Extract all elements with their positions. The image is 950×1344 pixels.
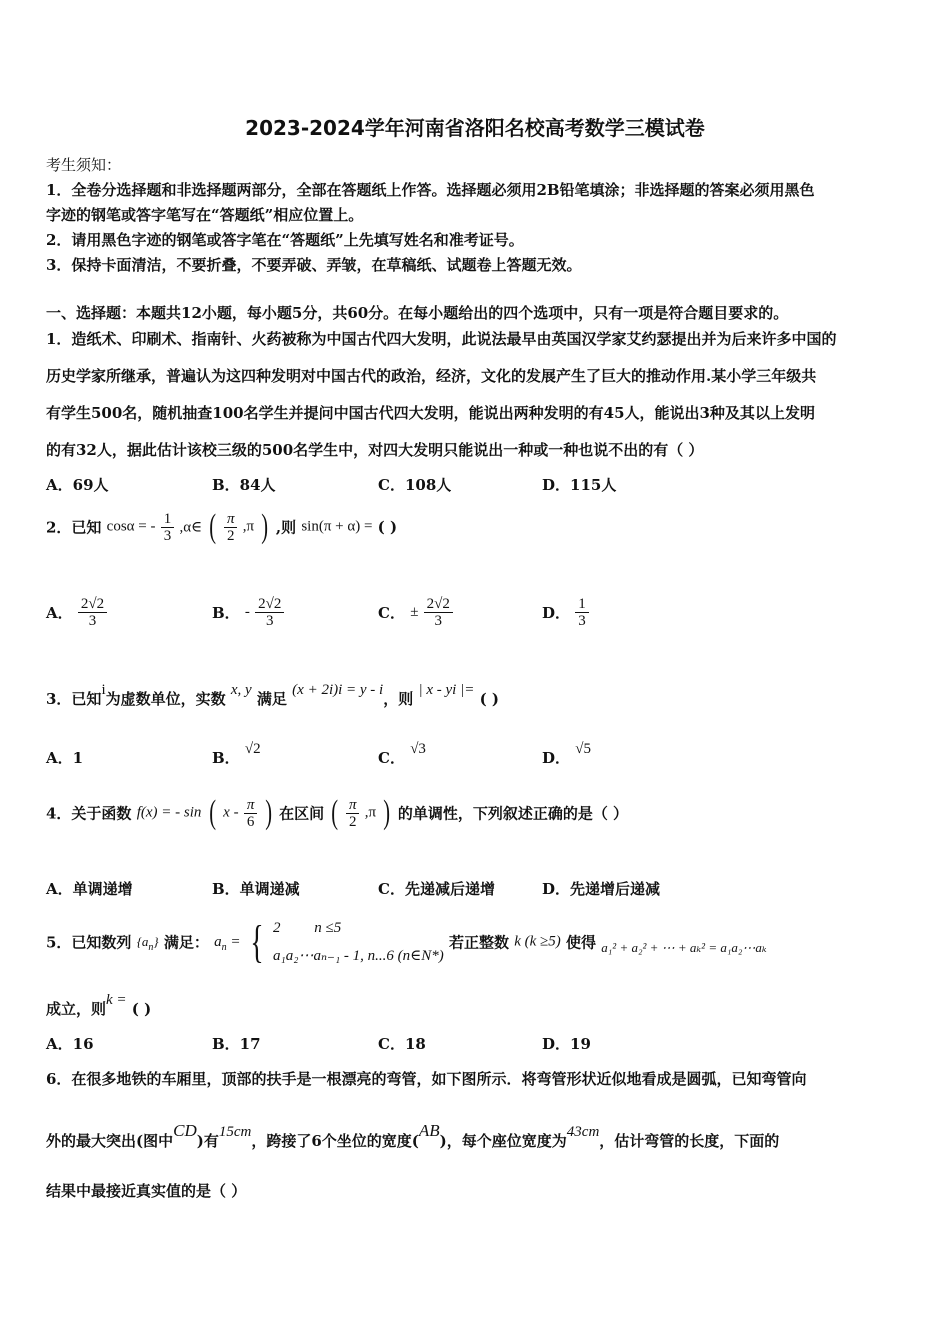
q2-a-frac: [78, 596, 107, 629]
q3-xy: x, y: [230, 682, 252, 698]
option-label: D．: [542, 749, 571, 767]
q5-text-1: 满足：: [163, 933, 209, 952]
q5-case-1: 2 n ≤5: [273, 920, 342, 936]
sign: ±: [410, 604, 419, 620]
q4-left-paren: (: [208, 794, 216, 831]
q5-text-4: 成立，则: [46, 1000, 107, 1018]
option-value: √5: [575, 741, 591, 757]
q1-line-2: 历史学家所继承，普遍认为这四种发明对中国古代的政治，经济，文化的发展产生了巨大的推动作用.某小学三年级共: [46, 367, 817, 385]
q3-option-b: [212, 741, 261, 768]
q2-sin: sin(π + α) =: [301, 518, 373, 535]
frac-den: 6: [246, 813, 255, 830]
frac-num: 2√2: [255, 596, 284, 613]
frac-num: 1: [161, 511, 175, 528]
frac-den: 2: [226, 527, 235, 544]
q4-function: f(x) = - sin: [136, 804, 202, 821]
q2-option-d: [542, 596, 589, 629]
seq-n: n: [148, 942, 154, 953]
frac-num: 2√2: [78, 596, 107, 613]
q6-ab: AB: [418, 1121, 440, 1140]
q5-k: k (k ≥5): [514, 933, 561, 950]
q4-option-a: A．单调递增: [46, 880, 133, 898]
q5-seq: $\{a_n\}$: [136, 934, 159, 953]
q4-prefix: 4．关于函数: [46, 804, 132, 823]
seq-a: a: [141, 934, 149, 949]
option-label: C．: [378, 604, 405, 622]
q3-text-1: 为虚数单位，实数: [105, 690, 226, 708]
frac-num: 1: [575, 596, 589, 613]
q2-right-paren: ): [261, 508, 269, 545]
q6-text-e: ，估计弯管的长度，下面的: [599, 1132, 780, 1150]
q1-line-4: 的有32人，据此估计该校三级的500名学生中，对四大发明只能说出一种或一种也说不出的有（ ）: [46, 441, 704, 459]
q3-option-a: A．1: [46, 749, 84, 767]
q4-text-1: 在区间: [279, 804, 325, 823]
q4-stem: [46, 796, 628, 830]
q6-line-3: 结果中最接近真实值的是（ ）: [46, 1182, 247, 1200]
q2-then: ,则: [275, 518, 297, 537]
q6-line-2: [46, 1121, 780, 1151]
q3-option-d: [542, 741, 591, 768]
q5-case-2: a₁a₂⋯aₙ₋₁ - 1, n...6 (n∈N*): [273, 948, 444, 964]
frac-den: 2: [348, 813, 357, 830]
q5-prefix: 5．已知数列: [46, 933, 132, 952]
q6-43cm: 43cm: [566, 1124, 600, 1140]
q4-right-paren: ): [264, 794, 272, 831]
q3-prefix: 3．已知: [46, 690, 102, 708]
q2-prefix: 2．已知: [46, 518, 102, 537]
q4-option-d: D．先递增后递减: [542, 880, 661, 898]
frac-den: 3: [88, 613, 97, 629]
q2-b-frac: [255, 596, 284, 629]
q6-text-d: )，每个座位宽度为: [439, 1132, 567, 1150]
q2-option-b: [212, 596, 284, 629]
option-label: D．: [542, 604, 571, 622]
q5-stem: [46, 914, 767, 970]
an-a: a: [214, 933, 222, 950]
option-label: C．: [378, 749, 405, 767]
frac-num: π: [224, 511, 238, 528]
q1-option-c: C．108人: [378, 476, 452, 494]
an-n: n: [221, 941, 227, 953]
q5-option-c: C．18: [378, 1035, 426, 1053]
q2-answer-paren: ( ): [377, 518, 398, 536]
notice-heading: 考生须知：: [46, 156, 122, 174]
q5-line-2: [46, 992, 152, 1019]
q2-c-frac: [424, 596, 453, 629]
q5-option-d: D．19: [542, 1035, 591, 1053]
frac-den: 3: [578, 613, 586, 629]
q3-i: i: [101, 682, 106, 698]
q1-option-a: A．69人: [46, 476, 109, 494]
q4-int-right-paren: ): [383, 794, 391, 831]
option-label: B．: [212, 749, 240, 767]
q1-option-b: B．84人: [212, 476, 276, 494]
q6-cd: CD: [173, 1121, 197, 1140]
q2-left-paren: (: [209, 508, 217, 545]
q3-stem: [46, 682, 499, 709]
q1-option-d: D．115人: [542, 476, 617, 494]
q3-text-2: 满足: [256, 690, 287, 708]
q4-option-b: B．单调递减: [212, 880, 300, 898]
q2-frac-pi-2: [224, 511, 238, 544]
q2-frac-1-3: [161, 511, 175, 544]
q5-brace: {: [250, 916, 264, 967]
q5-option-b: B．17: [212, 1035, 261, 1053]
q3-option-c: [378, 741, 426, 768]
option-label: A．: [46, 604, 73, 622]
frac-den: 3: [163, 527, 172, 544]
q6-line-1: 6．在很多地铁的车厢里，顶部的扶手是一根漂亮的弯管，如下图所示．将弯管形状近似地看成是圆弧，已知弯管向: [46, 1070, 807, 1088]
notice-line-1b: 字迹的钢笔或答字笔写在“答题纸”相应位置上。: [46, 206, 364, 224]
q3-answer-paren: ( ): [479, 690, 499, 708]
q5-option-a: A．16: [46, 1035, 94, 1053]
q2-stem: [46, 510, 397, 544]
sign: -: [244, 604, 250, 620]
q1-line-1: 1．造纸术、印刷术、指南针、火药被称为中国古代四大发明，此说法最早由英国汉学家艾约瑟提出并为后来许多中国的: [46, 330, 837, 348]
q5-an-eq: $a_n$ =: [214, 933, 241, 953]
frac-den: 3: [266, 613, 274, 629]
q4-int-left-paren: (: [331, 794, 339, 831]
frac-num: π: [346, 797, 360, 814]
q5-text-2: 若正整数: [449, 933, 510, 952]
notice-line-1a: 1．全卷分选择题和非选择题两部分，全部在答题纸上作答。选择题必须用2B铅笔填涂；非选择题的答案必须用黑色: [46, 181, 815, 199]
q2-option-c: [378, 596, 453, 629]
q5-cases: [273, 914, 444, 970]
q5-text-3: 使得: [566, 933, 597, 952]
q4-option-c: C．先递减后递增: [378, 880, 495, 898]
q4-frac-pi-2: [346, 797, 360, 830]
q4-comma-pi: ,π: [364, 804, 377, 821]
exam-title: 2023-2024学年河南省洛阳名校高考数学三模试卷: [245, 116, 705, 140]
q5-sum: a₁² + a₂² + ⋯ + aₖ² = a₁a₂⋯aₖ: [601, 940, 767, 955]
q4-frac-pi-6: [244, 797, 258, 830]
frac-num: π: [244, 797, 258, 814]
q6-15cm: 15cm: [218, 1124, 252, 1140]
q3-equation: (x + 2i)i = y - i: [292, 682, 384, 698]
q2-cos: cosα = -: [106, 518, 156, 535]
q5-k-eq: k =: [106, 992, 127, 1008]
option-value: √3: [410, 741, 426, 757]
q5-answer-paren: ( ): [131, 1000, 152, 1018]
q1-line-3: 有学生500名，随机抽查100名学生并提问中国古代四大发明，能说出两种发明的有45人，能说出3种及其以上发明: [46, 404, 815, 422]
frac-den: 3: [434, 613, 443, 629]
q3-modulus: | x - yi |=: [418, 682, 475, 698]
q2-alpha-in: ,α∈: [179, 519, 203, 536]
frac-num: 2√2: [424, 596, 453, 613]
option-value: √2: [244, 741, 261, 757]
q2-d-frac: [575, 596, 589, 629]
notice-line-2: 2．请用黑色字迹的钢笔或答字笔在“答题纸”上先填写姓名和准考证号。: [46, 231, 524, 249]
q3-text-3: ，则: [383, 690, 414, 708]
q4-text-2: 的单调性，下列叙述正确的是（ ）: [397, 804, 629, 823]
q2-comma-pi: ,π: [242, 518, 255, 535]
q2-option-a: [46, 596, 107, 629]
q6-text-b: )有: [196, 1132, 219, 1150]
option-label: B．: [212, 604, 240, 622]
q6-text-c: ，跨接了6个坐位的宽度(: [251, 1132, 419, 1150]
q4-x-minus: x -: [223, 804, 239, 821]
section-heading: 一、选择题：本题共12小题，每小题5分，共60分。在每小题给出的四个选项中，只有一项是符合题目要求的。: [46, 304, 789, 322]
q6-text-a: 外的最大突出(图中: [46, 1132, 174, 1150]
notice-line-3: 3．保持卡面清洁，不要折叠，不要弄破、弄皱，在草稿纸、试题卷上答题无效。: [46, 256, 582, 274]
